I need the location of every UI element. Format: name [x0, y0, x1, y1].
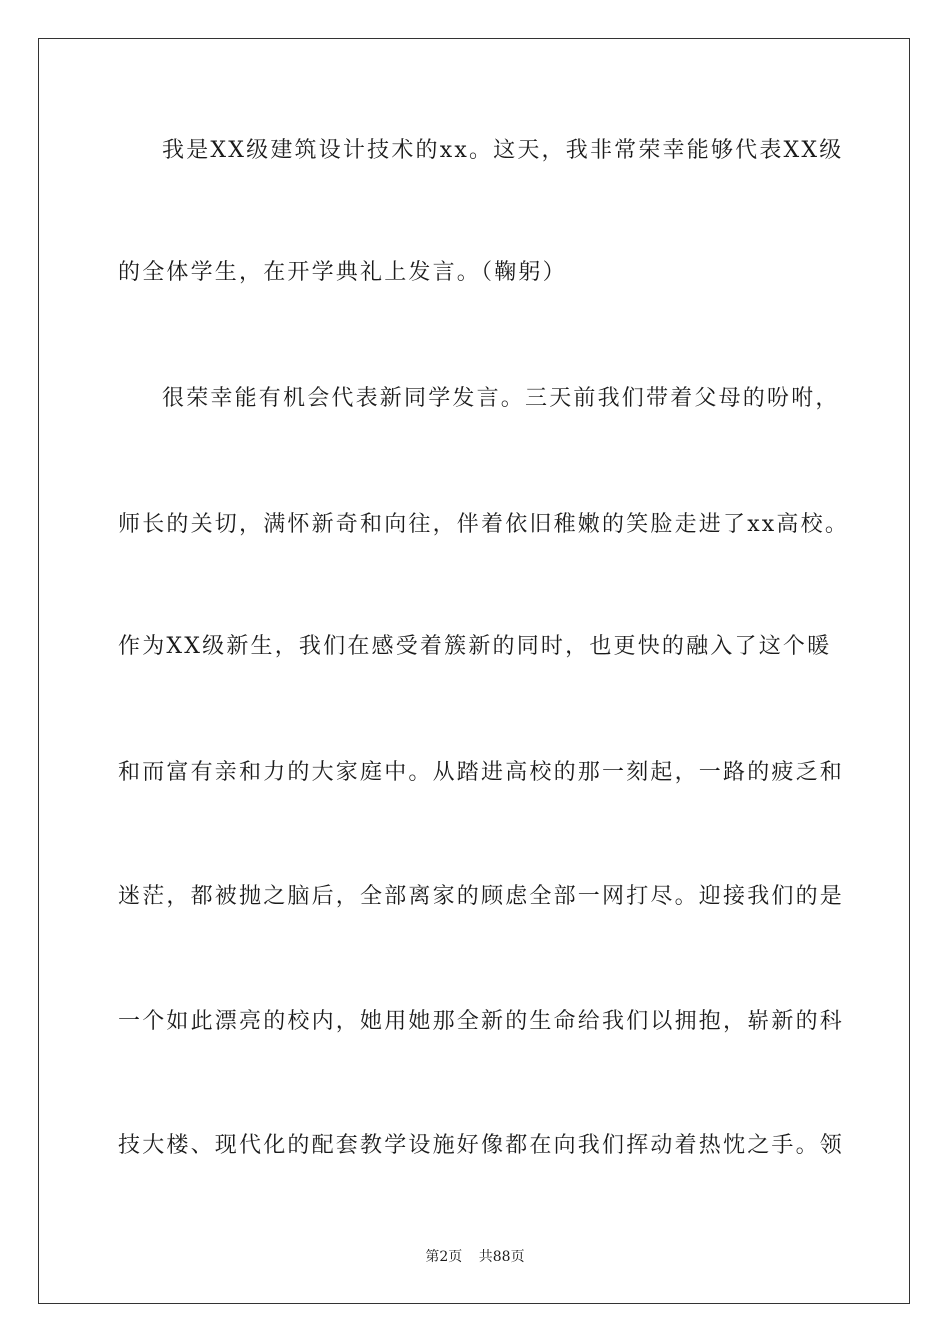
page-number: 第2页: [425, 1249, 463, 1265]
page-footer: [0, 1247, 950, 1267]
paragraph-line-9: 技大楼、现代化的配套教学设施好像都在向我们挥动着热忱之手。领: [118, 1133, 845, 1158]
paragraph-line-1: 我是XX级建筑设计技术的xx。这天，我非常荣幸能够代表XX级: [162, 138, 844, 163]
page-border: [38, 38, 910, 1304]
paragraph-line-5: 作为XX级新生，我们在感受着簇新的同时，也更快的融入了这个暖: [118, 634, 832, 659]
paragraph-line-6: 和而富有亲和力的大家庭中。从踏进高校的那一刻起，一路的疲乏和: [118, 760, 845, 785]
paragraph-line-8: 一个如此漂亮的校内，她用她那全新的生命给我们以拥抱，崭新的科: [118, 1009, 845, 1034]
paragraph-line-2: 的全体学生，在开学典礼上发言。（鞠躬）: [118, 260, 567, 285]
paragraph-line-4: 师长的关切，满怀新奇和向往，伴着依旧稚嫩的笑脸走进了xx高校。: [118, 512, 850, 537]
paragraph-line-3: 很荣幸能有机会代表新同学发言。三天前我们带着父母的吩咐，: [162, 386, 840, 411]
page-total: 共88页: [478, 1249, 525, 1265]
paragraph-line-7: 迷茫，都被抛之脑后，全部离家的顾虑全部一网打尽。迎接我们的是: [118, 884, 845, 909]
